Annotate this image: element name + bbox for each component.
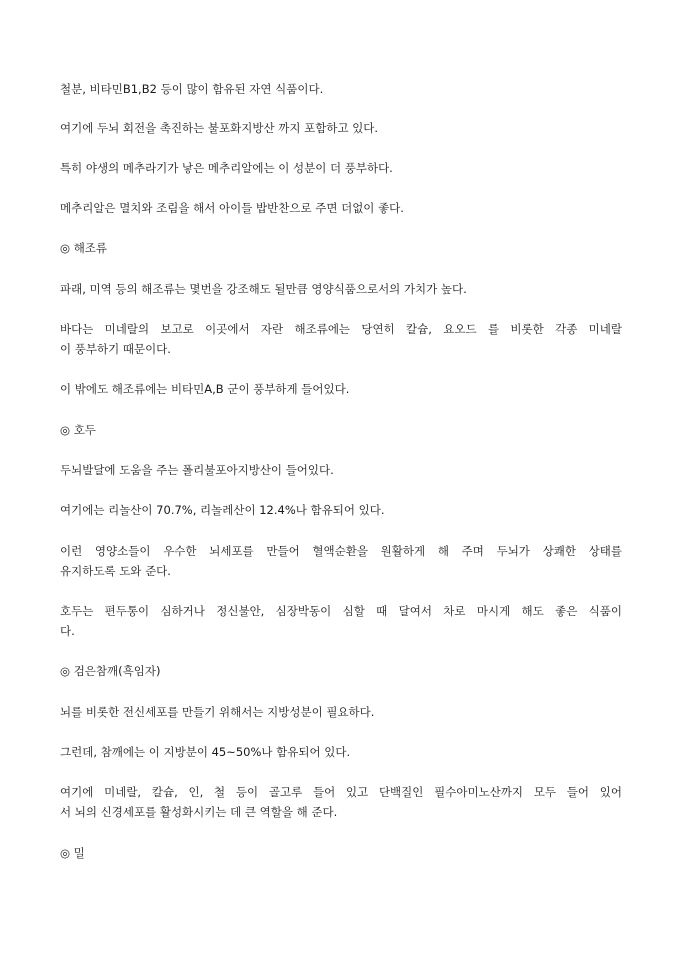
text-line: 이 밖에도 해조류에는 비타민A,B 군이 풍부하게 들어있다. (60, 382, 350, 396)
text-line: 뇌를 비롯한 전신세포를 만들기 위해서는 지방성분이 필요하다. (60, 705, 375, 719)
text-line: 바다는 미네랄의 보고로 이곳에서 자란 해조류에는 당연히 칼슘, 요오드 를 비롯한 각종 미네랄 (60, 322, 622, 336)
text-line: 메추리알은 멸치와 조림을 해서 아이들 밥반찬으로 주면 더없이 좋다. (60, 201, 404, 215)
text-line: 호두는 편두통이 심하거나 정신불안, 심장박동이 심할 때 달여서 차로 마시게 해도 좋은 식품이 (60, 604, 622, 618)
text-line: 다. (60, 624, 75, 638)
text-line: 이 풍부하기 때문이다. (60, 342, 171, 356)
text-line: 철분, 비타민B1,B2 등이 많이 함유된 자연 식품이다. (60, 82, 324, 96)
text-line: 여기에 미네랄, 칼슘, 인, 철 등이 골고루 들어 있고 단백질인 필수아미노산까지 모두 들어 있어 (60, 785, 622, 799)
text-line: 여기에는 리놀산이 70.7%, 리놀레산이 12.4%나 함유되어 있다. (60, 503, 385, 517)
text-line: 이런 영양소들이 우수한 뇌세포를 만들어 혈액순환을 원활하게 해 주며 두뇌가 상쾌한 상태를 (60, 544, 622, 558)
section-heading: ◎ 해조류 (60, 241, 108, 255)
section-heading: ◎ 검은참깨(흑임자) (60, 664, 161, 678)
text-line: 특히 야생의 메추라기가 낳은 메추리알에는 이 성분이 더 풍부하다. (60, 161, 393, 175)
section-heading: ◎ 밀 (60, 846, 85, 860)
text-line: 서 뇌의 신경세포를 활성화시키는 데 큰 역할을 해 준다. (60, 805, 338, 819)
text-line: 유지하도록 도와 준다. (60, 564, 171, 578)
text-line: 두뇌발달에 도움을 주는 폴리불포아지방산이 들어있다. (60, 463, 334, 477)
section-heading: ◎ 호두 (60, 423, 96, 437)
text-line: 그런데, 참깨에는 이 지방분이 45~50%나 함유되어 있다. (60, 745, 351, 759)
text-line: 파래, 미역 등의 해조류는 몇번을 강조해도 될만큼 영양식품으로서의 가치가 높다. (60, 282, 467, 296)
text-line: 여기에 두뇌 회전을 촉진하는 불포화지방산 까지 포함하고 있다. (60, 121, 379, 135)
